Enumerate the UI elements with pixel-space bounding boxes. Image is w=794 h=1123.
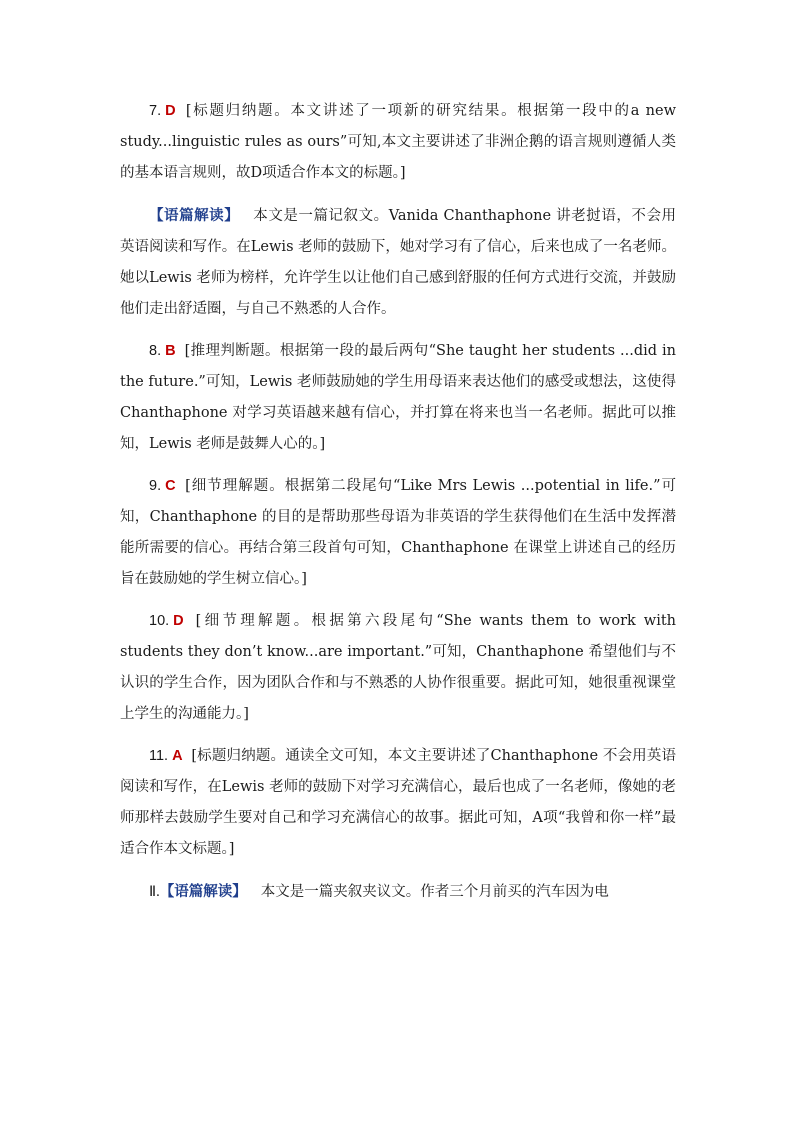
explanation-text: [标题归纳题。通读全文可知，本文主要讲述了Chanthaphone 不会用英语阅读和写作，在Lewis 老师的鼓励下对学习充满信心，最后也成了一名老师，像她的老师那样去鼓励学生要对自己和学习充满信心的故事。据此可知，A项“我曾和你一样”最适合作本文标题。] <box>120 748 676 857</box>
section-tag: 【语篇解读】 <box>159 883 247 900</box>
section-tag: 【语篇解读】 <box>149 207 240 224</box>
answer-letter: A <box>172 748 183 764</box>
section-number: Ⅱ. <box>149 884 160 900</box>
analysis-text: 本文是一篇夹叙夹议文。作者三个月前买的汽车因为电 <box>260 884 609 900</box>
passage-analysis <box>120 200 676 325</box>
answer-item-11 <box>120 741 676 865</box>
explanation-text: [细节理解题。根据第二段尾句“Like Mrs Lewis ...potential in life.”可知，Chanthaphone 的目的是帮助那些母语为非英语的学生获得他们在生活中发挥潜能所需要的信心。再结合第三段首句可知，Chanthaphone 在课堂上讲述自己的经历旨在鼓励她的学生树立信心。] <box>120 478 676 587</box>
answer-letter: B <box>165 343 176 359</box>
explanation-text: [标题归纳题。本文讲述了一项新的研究结果。根据第一段中的a new study...linguistic rules as ours”可知,本文主要讲述了非洲企鹅的语言规则遵循人类的基本语言规则，故D项适合作本文的标题。] <box>120 103 676 181</box>
analysis-text: 本文是一篇记叙文。Vanida Chanthaphone 讲老挝语，不会用英语阅读和写作。在Lewis 老师的鼓励下，她对学习有了信心，后来也成了一名老师。她以Lewis 老师为榜样，允许学生以让他们自己感到舒服的任何方式进行交流，并鼓励他们走出舒适圈，与自己不熟悉的人合作。 <box>120 208 677 317</box>
answer-item-9 <box>120 471 676 595</box>
answer-letter: D <box>173 613 184 629</box>
answer-item-8 <box>120 336 676 460</box>
section-ii-analysis <box>120 876 676 908</box>
answer-item-10 <box>120 606 676 730</box>
question-number: 7. <box>149 103 162 119</box>
answer-explanations <box>120 96 676 919</box>
answer-item-7 <box>120 96 676 189</box>
explanation-text: [细节理解题。根据第六段尾句“She wants them to work with students they don’t know...are important.”可知，Chanthaphone 希望他们与不认识的学生合作，因为团队合作和与不熟悉的人协作很重要。据此可知，她很重视课堂上学生的沟通能力。] <box>120 613 676 722</box>
answer-letter: D <box>165 103 176 119</box>
question-number: 11. <box>149 748 169 764</box>
question-number: 9. <box>149 478 162 494</box>
answer-letter: C <box>165 478 176 494</box>
question-number: 10. <box>149 613 170 629</box>
question-number: 8. <box>149 343 162 359</box>
explanation-text: [推理判断题。根据第一段的最后两句“She taught her students ...did in the future.”可知，Lewis 老师鼓励她的学生用母语来表达他们的感受或想法，这使得Chanthaphone 对学习英语越来越有信心，并打算在将来也当一名老师。据此可以推知，Lewis 老师是鼓舞人心的。] <box>120 343 677 452</box>
